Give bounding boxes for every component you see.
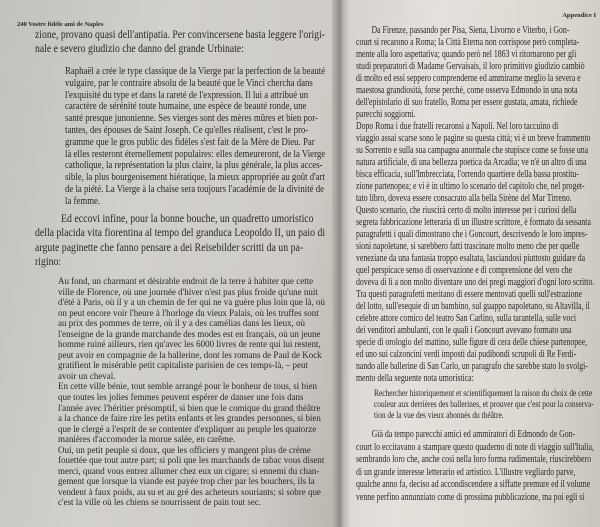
text-line: Au fond, un charmant et désirable endroit de la terre à habiter que cette <box>58 276 314 287</box>
text-line: l'exquisité du type et dans la rareté de l'expression. Il lui a attribué un <box>65 89 309 101</box>
text-line: tion de la vue des vieux abonnés du théâtre. <box>374 411 504 421</box>
text-line: sioni napoletane, si sarebbero fatti trascinare molto meno che per quelle <box>356 240 580 252</box>
running-head <box>17 21 103 28</box>
text-line: specie di orologio del mattino, sulle figure di cera delle chiese partenopee, <box>356 336 588 348</box>
text-line: homme ruiné ailleurs, rien qu'avec les 6000 livres de rente qui lui restent, <box>58 339 321 351</box>
text-line: fouettée que tout autre part; si poli que les marchands de tabac vous disent <box>58 455 325 467</box>
text-line: venne perfino annunziato come di prossima pubblicazione, ma poi egli si <box>356 490 585 503</box>
text-line: Raphaël a crée le type classique de la Vierge par la perfection de la beauté <box>65 66 326 77</box>
text-line: au prix des pommes de terre, où il y a des camélias dans les lieux, où <box>58 318 305 330</box>
text-line: tantes, des épouses de Saint Joseph. Ce qu'elles réalisent, c'est le pro- <box>65 124 309 136</box>
text-line: gramme que le gros public des fidèles s'est fait de la Mère de Dieu. Par <box>65 136 315 148</box>
text-line: nale e severo giudizio che danno del grande Urbinate: <box>35 42 244 55</box>
text-line: couleur aux derrières des ballerines, et prouver que c'est pour la conserva- <box>374 400 594 410</box>
text-line: manières d'accomoder la morue salée, en carême. <box>58 434 236 446</box>
text-line: gement que lorsque la viande est payée trop cher par les bouchers, ils la <box>58 476 315 488</box>
text-line: argute paginette che fanno pensare a dei Reisebilder scritti da un pa- <box>35 241 304 254</box>
text-line: Tra questi paragrafetti meritano di essere mentovati quelli sull'estrazione <box>356 288 582 300</box>
text-line: zione, provano quasi dell'antipatia. Per convincersene basta leggere l'origi- <box>35 29 325 41</box>
paragraph <box>35 29 325 56</box>
text-line: mente alla loro aspettativa; quando però nel 1863 vi ritornarono per gli <box>356 48 577 60</box>
text-line: Dopo Roma i due fratelli recaronsi a Napoli. Nel loro taccuino di <box>356 120 559 132</box>
text-line: quel perspicace senso di osservazione e di comprensione del vero che <box>356 264 573 276</box>
text-line: maestosa grandiosità, forse perché, come osserva Edmondo in una nota <box>356 84 578 96</box>
text-line: dell'epistolario di suo fratello, Roma per essere gustata, amata, richiede <box>356 96 578 108</box>
text-line: viaggio assai scarse sono le pagine su questa città; vi è un breve frammento <box>356 132 591 144</box>
text-line: dei venditori ambulanti, con le quali i Goncourt avevano formato una <box>356 324 572 336</box>
text-line: caractère de sérénité toute humaine, une espèce de beauté ronde, une <box>65 101 307 113</box>
text-line: que le clergé a l'esprit de se contenter d'expliquer au peuple les quatorze <box>58 423 317 435</box>
text-line: ed uno sui calzoncini verdi imposti dai pudibondi scrupoli di Re Ferdi- <box>356 348 577 360</box>
paragraph <box>35 212 325 269</box>
text-line: del lotto, sull'esequie di un bambino, sul guappo napoletano, su Altavilla, il <box>356 300 590 312</box>
text-line: avoir un cheval. <box>58 370 116 382</box>
running-head-title: Appendice I <box>562 12 596 19</box>
text-line: natura artificiale, di una bellezza poetica da Arcadia; ve n'è un altro di una <box>356 156 587 168</box>
text-line: Da Firenze, passando per Pisa, Siena, Livorno e Viterbo, i Gon- <box>371 24 570 36</box>
text-line: della placida vita fiorentina al tempo del granduca Leopoldo II, un paio di <box>35 227 326 240</box>
text-line: a la chance de faire rire les petits enfants et les grandes personnes, si bien <box>58 413 321 425</box>
text-line: là elles resteront éternellement populaires: elles demeureront, de la Vierge <box>65 148 326 160</box>
text-line: paragrafetti i quali dimostrano che i Goncourt, descrivendo le loro impres- <box>356 228 588 240</box>
text-line: bisca efficacia, sull'Imbrecciata, l'orrendo quartiere della bassa prostitu- <box>356 168 579 180</box>
text-line: merci, quand vous entrez allumer chez eux un cigare; si ennemi du chan- <box>58 465 320 477</box>
text-line: doveva di lì a non molto diventare uno dei pregi maggiori d'ogni loro scritto. <box>356 276 595 288</box>
text-line: di un grande interesse letterario ed artistico. L'illustre vegliardo parve, <box>356 465 576 478</box>
text-line: l'enseigne de la grande marchande des modes est en français, où un jeune <box>58 328 321 340</box>
text-line: ville de Florence, où une journée d'hiver n'est pas plus froide qu'une nuit <box>58 286 318 298</box>
text-line: su Sorrento e sulla sua campagna anormale che stupisce come se fosse una <box>356 144 589 156</box>
text-line: rigino: <box>35 255 62 268</box>
text-line: zione partenopea; e vi è in ultimo lo scenario del capitolo che, nel proget- <box>356 180 585 192</box>
block-quote <box>65 66 325 208</box>
page-number: 240 <box>17 21 27 28</box>
text-line: mento della seguente nota umoristica: <box>356 372 474 384</box>
book-gutter <box>332 0 350 527</box>
text-line: court si recarono a Roma; la Città Eterna non corrispose però completa- <box>356 36 580 48</box>
text-line: sible, la plus bourgeoisement hiératique, la mieux appropriée au goût d'art <box>65 172 325 184</box>
right-page <box>350 0 600 527</box>
text-line: Oui, un petit peuple si doux, que les officiers y mangent plus de crème <box>58 444 311 456</box>
text-line: parecchi soggiorni. <box>356 108 416 120</box>
text-line: Ed eccovi infine, pour la bonne bouche, un quadretto umoristico <box>61 213 314 225</box>
text-line: court lo eccitavano a stampare questo quaderno di note di viaggio sull'Italia, <box>356 440 594 453</box>
text-line: l'année avec l'héritier présomptif, si bien que le comique du grand théâtre <box>58 402 321 414</box>
text-line: qualche anno fa, deciso ad accondiscendere a siffatte premure ed il volume <box>356 478 591 490</box>
text-line: Rechercher historiquement et scientifiquement la raison du choix de cette <box>374 389 593 399</box>
text-line: Già da tempo parecchi amici ed ammiratori di Edmondo de Gon- <box>371 428 576 440</box>
text-line: studi preparatori di Madame Gervaisais, il loro primitivo giudizio cambiò <box>356 60 585 72</box>
text-line: Questo scenario, che riuscirà certo di molto interesse per i curiosi della <box>356 204 577 216</box>
text-line: celebre attore comico del teatro San Carlino, sulla tarantella, sulle voci <box>356 312 577 324</box>
text-line: de la piété. La Vierge à la chaise sera toujours l'académie de la divinité de <box>65 183 325 195</box>
text-line: que toutes les jolies femmes peuvent espérer de danser une fois dans <box>58 392 304 404</box>
text-line: sembrando loro che, anche così nella loro forma rudimentale, riuscirebbero <box>356 453 591 465</box>
block-quote <box>58 277 325 509</box>
text-line: gratifient le misérable petit capitaliste parisien de ces temps-là, – peut <box>58 360 308 372</box>
text-line: on peut encore voir l'heure à l'horloge du vieux Palais, où les truffes sont <box>58 307 319 319</box>
text-line: En cette ville bénie, tout semble arrangé pour le bonheur de tous, si bien <box>58 381 317 393</box>
text-line: santé presque junonienne. Ses vierges sont des mères mûres et bien por- <box>65 113 318 125</box>
text-line: nando alle ballerine di San Carlo, un paragrafo che sarebbe stato lo svolgi- <box>356 360 588 372</box>
text-line: catholique, la représentation la plus claire, la plus générale, la plus acces- <box>65 160 323 172</box>
text-line: vendent à faux poids, au su et au gré des acheteurs souriants; si sobre que <box>58 486 321 498</box>
text-line: veneziane da una fantasia troppo esaltata, lasciandosi piuttosto guidare da <box>356 252 586 264</box>
paragraph <box>356 24 594 384</box>
text-line: segreta fabbricazione letteraria di un illustre scrittore, è formato da sessanta <box>356 216 591 228</box>
text-line: vulgaire, par le contraire absolu de la beauté que le Vinci chercha dans <box>65 77 313 89</box>
text-line: c'est la ville où les chiens se nourrissent de pain tout sec. <box>58 497 262 509</box>
text-line: la femme. <box>65 195 101 207</box>
block-quote <box>374 389 594 422</box>
text-line: di molto ed essi seppero comprenderne ed ammirarne meglio la severa e <box>356 72 581 84</box>
text-line: d'été à Paris, où il y a un chemin de fer qui ne va guère plus loin que là, où <box>58 297 326 309</box>
text-line: tato libro, doveva essere consacrato alla bella Sirène del Mar Tirreno. <box>356 192 572 204</box>
paragraph <box>356 428 594 503</box>
running-head-title: Vostre fidèle ami de Naples <box>28 21 104 28</box>
text-line: peut avoir en compagnie de la ballerine, dont les romans de Paul de Kock <box>58 349 322 361</box>
